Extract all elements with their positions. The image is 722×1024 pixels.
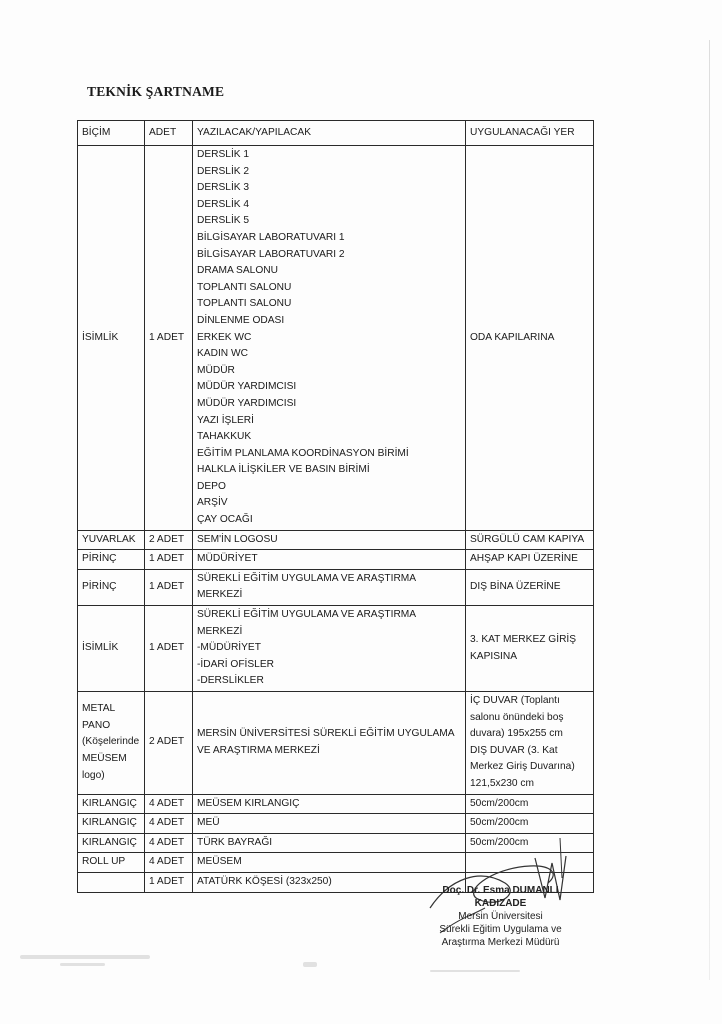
cell-bicim: KIRLANGIÇ [78,814,145,834]
cell-adet: 4 ADET [145,794,193,814]
cell-yer: SÜRGÜLÜ CAM KAPIYA [466,530,594,550]
text-line: İÇ DUVAR (Toplantı [470,695,560,706]
cell-yer: 50cm/200cm [466,833,594,853]
table-row [78,530,594,550]
list-item: MÜDÜR YARDIMCISI [197,397,297,409]
cell-yazi: MEÜSEM KIRLANGIÇ [193,794,466,814]
cell-adet: 2 ADET [145,692,193,795]
cell-yazi: MEÜSEM [193,853,466,873]
cell-bicim: ROLL UP [78,853,145,873]
table-row [78,569,594,605]
list-item: ERKEK WC [197,331,252,343]
text-line: PANO [82,719,111,731]
text-line: DIŞ DUVAR (3. Kat [470,744,558,756]
list-item: DERSLİK 3 [197,182,250,194]
page-title: TEKNİK ŞARTNAME [87,84,225,99]
cell-yazi [193,569,466,605]
text-line: salonu önündeki boş [470,711,564,723]
list-item: MERKEZİ [197,625,243,637]
list-item: -DERSLİKLER [197,675,264,687]
text-line: logo) [82,769,105,781]
list-item: DERSLİK 2 [197,165,250,177]
table-header-row [78,121,594,146]
cell-yer: 50cm/200cm [466,794,594,814]
cell-adet: 1 ADET [145,606,193,692]
cell-bicim: YUVARLAK [78,530,145,550]
list-item: HALKLA İLİŞKİLER VE BASIN BİRİMİ [197,464,370,476]
signer-name: Doç. Dr. Esma DUMANLI KADIZADE [442,885,559,909]
cell-adet: 2 ADET [145,530,193,550]
list-item: DERSLİK 5 [197,215,250,227]
header-bicim: BİÇİM [78,121,145,146]
cell-yer: AHŞAP KAPI ÜZERİNE [466,550,594,570]
list-item: MÜDÜR [197,364,235,376]
cell-bicim: İSİMLİK [78,606,145,692]
cell-yazi: SEM'İN LOGOSU [193,530,466,550]
cell-yer [466,692,594,795]
list-item: MÜDÜR YARDIMCISI [197,381,297,393]
cell-adet: 4 ADET [145,853,193,873]
table-row [78,692,594,795]
signer-title-line: Sürekli Eğitim Uygulama ve [439,924,562,935]
table-row [78,794,594,814]
cell-adet: 1 ADET [145,146,193,531]
cell-adet: 4 ADET [145,833,193,853]
signer-title-line: Mersin Üniversitesi [458,911,543,922]
cell-bicim: KIRLANGIÇ [78,794,145,814]
cell-yazi: ATATÜRK KÖŞESİ (323x250) [193,872,466,892]
cell-adet: 1 ADET [145,569,193,605]
cell-yer: DIŞ BİNA ÜZERİNE [466,569,594,605]
cell-yazi: TÜRK BAYRAĞI [193,833,466,853]
text-line: KAPISINA [470,650,517,662]
cell-bicim: PİRİNÇ [78,550,145,570]
cell-yazi: MÜDÜRİYET [193,550,466,570]
text-line: duvara) 195x255 cm [470,728,563,740]
list-item: -MÜDÜRİYET [197,642,261,654]
cell-adet: 1 ADET [145,872,193,892]
cell-bicim [78,692,145,795]
cell-adet: 1 ADET [145,550,193,570]
text-line: (Köşelerinde [82,736,140,748]
text-line: MERSİN ÜNİVERSİTESİ SÜREKLİ EĞİTİM UYGULAMA [197,728,455,740]
list-item: BİLGİSAYAR LABORATUVARI 1 [197,231,345,243]
list-item: TOPLANTI SALONU [197,281,292,293]
scan-artifact [60,963,105,966]
header-yazilacak: YAZILACAK/YAPILACAK [193,121,466,146]
table-row [78,606,594,692]
cell-adet: 4 ADET [145,814,193,834]
table-row [78,550,594,570]
cell-yer [466,606,594,692]
list-item: DERSLİK 4 [197,198,250,210]
text-line: METAL [82,703,116,715]
list-item: KADIN WC [197,348,248,360]
list-item: TOPLANTI SALONU [197,298,292,310]
list-item: DERSLİK 1 [197,149,250,160]
cell-yer: ODA KAPILARINA [466,146,594,531]
list-item: DİNLENME ODASI [197,314,285,326]
list-item: TAHAKKUK [197,431,252,443]
header-uygulanacagi-yer: UYGULANACAĞI YER [466,121,594,146]
table-row [78,146,594,531]
scan-artifact [303,962,317,967]
cell-yazi-list [193,606,466,692]
list-item: YAZI İŞLERİ [197,414,254,426]
list-item: SÜREKLİ EĞİTİM UYGULAMA VE ARAŞTIRMA [197,609,417,621]
list-item: EĞİTİM PLANLAMA KOORDİNASYON BİRİMİ [197,447,409,459]
text-line: 121,5x230 cm [470,777,534,789]
text-line: SÜREKLİ EĞİTİM UYGULAMA VE ARAŞTIRMA [197,572,417,584]
scan-artifact [20,955,150,959]
table-row [78,814,594,834]
cell-bicim [78,872,145,892]
text-line: Merkez Giriş Duvarına) [470,761,575,773]
text-line: VE ARAŞTIRMA MERKEZİ [197,744,320,756]
text-line: 3. KAT MERKEZ GİRİŞ [470,633,577,645]
list-item: -İDARİ OFİSLER [197,658,274,670]
page-edge-shadow [709,40,710,980]
cell-yazi-list [193,146,466,531]
list-item: DRAMA SALONU [197,265,278,277]
list-item: DEPO [197,480,226,492]
signer-title-line: Araştırma Merkezi Müdürü [441,937,560,948]
spec-table [77,120,594,893]
cell-yer: 50cm/200cm [466,814,594,834]
cell-yazi: MEÜ [193,814,466,834]
cell-bicim: PİRİNÇ [78,569,145,605]
cell-yazi [193,692,466,795]
signature-block [418,884,583,949]
text-line: MEÜSEM [82,753,127,765]
list-item: BİLGİSAYAR LABORATUVARI 2 [197,248,345,260]
list-item: ARŞİV [197,497,228,509]
list-item: ÇAY OCAĞI [197,514,253,526]
cell-bicim: İSİMLİK [78,146,145,531]
cell-bicim: KIRLANGIÇ [78,833,145,853]
header-adet: ADET [145,121,193,146]
scan-artifact [430,970,520,972]
text-line: MERKEZİ [197,589,243,601]
